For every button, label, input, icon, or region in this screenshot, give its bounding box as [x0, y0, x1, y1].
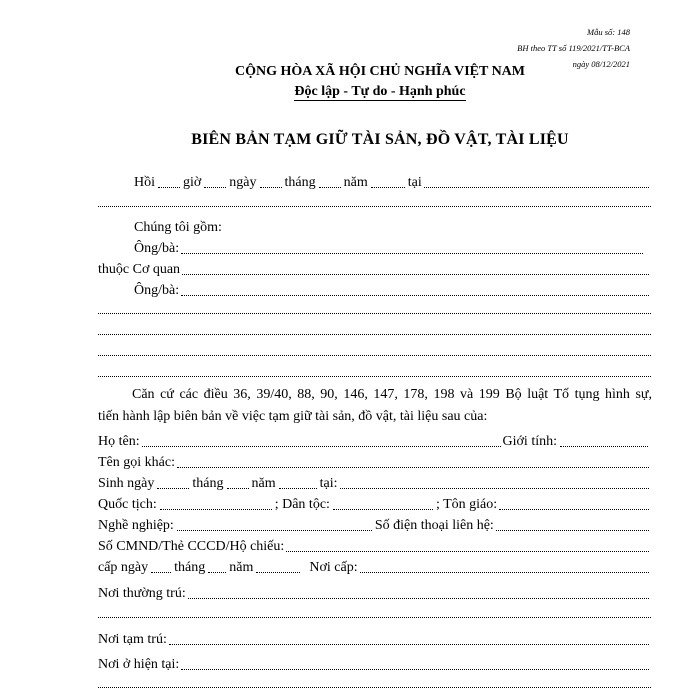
id-doc-row [98, 537, 651, 555]
person1-row [134, 239, 645, 257]
place-label: tại [407, 175, 422, 190]
other-name-field[interactable] [177, 467, 649, 468]
issue-day-field[interactable] [151, 572, 171, 573]
issue-year-label: năm [229, 560, 254, 575]
form-code-date: ngày 08/12/2021 [572, 59, 630, 69]
person1-field[interactable] [181, 253, 643, 254]
temporary-row [98, 630, 651, 648]
month-field[interactable] [319, 187, 341, 188]
year-field[interactable] [371, 187, 405, 188]
permanent-label: Nơi thường trú: [98, 586, 186, 601]
temporary-field[interactable] [169, 644, 649, 645]
occupation-field[interactable] [177, 530, 372, 531]
minute-field[interactable] [204, 187, 226, 188]
ethnicity-label: ; Dân tộc: [274, 497, 330, 512]
name-gender-row [98, 432, 651, 450]
blank-line[interactable] [98, 355, 651, 356]
religion-field[interactable] [499, 509, 649, 510]
place-continuation-line[interactable] [98, 206, 651, 207]
temporary-label: Nơi tạm trú: [98, 632, 167, 647]
blank-line[interactable] [98, 617, 651, 618]
agency-label: thuộc Cơ quan [98, 262, 181, 277]
birth-year-field[interactable] [279, 488, 317, 489]
blank-line[interactable] [98, 376, 651, 377]
religion-label: ; Tôn giáo: [435, 497, 498, 512]
birth-day-field[interactable] [157, 488, 189, 489]
issue-place-field[interactable] [360, 572, 649, 573]
birth-row [98, 474, 651, 492]
legal-basis-line-1: Căn cứ các điều 36, 39/40, 88, 90, 146, 147, 178, 198 và 199 Bộ luật Tố tụng hình sự, [132, 387, 652, 402]
other-name-label: Tên gọi khác: [98, 455, 175, 470]
agency-row [98, 260, 651, 278]
day-field[interactable] [260, 187, 282, 188]
gender-field[interactable] [560, 446, 648, 447]
year-label: năm [343, 175, 368, 190]
current-field[interactable] [181, 669, 649, 670]
occupation-row [98, 516, 651, 534]
phone-field[interactable] [496, 530, 649, 531]
time-place-row [134, 173, 651, 191]
blank-line[interactable] [98, 687, 651, 688]
document-title: BIÊN BẢN TẠM GIỮ TÀI SẢN, ĐỒ VẬT, TÀI LIỆU [191, 131, 569, 148]
participants-intro: Chúng tôi gồm: [134, 220, 222, 235]
birth-place-label: tại: [319, 476, 338, 491]
place-field[interactable] [424, 187, 649, 188]
issue-row [98, 558, 651, 576]
blank-line[interactable] [98, 334, 651, 335]
legal-basis-paragraph [98, 384, 652, 428]
country-name: CỘNG HÒA XÃ HỘI CHỦ NGHĨA VIỆT NAM [234, 64, 525, 79]
person2-row [134, 281, 651, 299]
minute-label: giờ [183, 175, 202, 190]
birth-place-field[interactable] [340, 488, 650, 489]
ethnicity-field[interactable] [333, 509, 433, 510]
nationality-row [98, 495, 651, 513]
legal-basis-line-2: tiến hành lập biên bản về việc tạm giữ tài sản, đồ vật, tài liệu sau của: [98, 409, 488, 424]
form-code-number: Mẫu số: 148 [587, 27, 630, 37]
id-doc-label: Số CMND/Thẻ CCCD/Hộ chiếu: [98, 539, 285, 554]
blank-line[interactable] [98, 313, 651, 314]
permanent-row [98, 584, 651, 602]
nationality-field[interactable] [160, 509, 272, 510]
issue-month-label: tháng [174, 560, 206, 575]
full-name-label: Họ tên: [98, 434, 140, 449]
other-name-row [98, 453, 651, 471]
birth-year-label: năm [251, 476, 276, 491]
birth-month-label: tháng [192, 476, 224, 491]
birth-day-label: Sinh ngày [98, 476, 155, 491]
person2-label: Ông/bà: [134, 283, 180, 298]
month-label: tháng [284, 175, 316, 190]
hour-field[interactable] [158, 187, 180, 188]
permanent-field[interactable] [188, 598, 649, 599]
gender-label: Giới tính: [502, 434, 557, 449]
birth-month-field[interactable] [227, 488, 249, 489]
motto-text: Độc lập - Tự do - Hạnh phúc [294, 84, 466, 99]
full-name-field[interactable] [142, 446, 501, 447]
issue-day-label: cấp ngày [98, 560, 149, 575]
occupation-label: Nghề nghiệp: [98, 518, 174, 533]
person2-field[interactable] [181, 295, 649, 296]
day-label: ngày [229, 175, 257, 190]
phone-label: Số điện thoại liên hệ: [374, 518, 494, 533]
form-code-circular: BH theo TT số 119/2021/TT-BCA [517, 43, 630, 53]
current-label: Nơi ở hiện tại: [98, 657, 180, 672]
national-motto [0, 84, 700, 100]
id-doc-field[interactable] [286, 551, 649, 552]
issue-year-field[interactable] [256, 572, 300, 573]
agency-field[interactable] [182, 274, 649, 275]
person1-label: Ông/bà: [134, 241, 180, 256]
issue-month-field[interactable] [208, 572, 226, 573]
issue-place-label: Nơi cấp: [309, 560, 358, 575]
hour-label: Hồi [134, 175, 155, 190]
nationality-label: Quốc tịch: [98, 497, 157, 512]
current-row [98, 655, 651, 673]
